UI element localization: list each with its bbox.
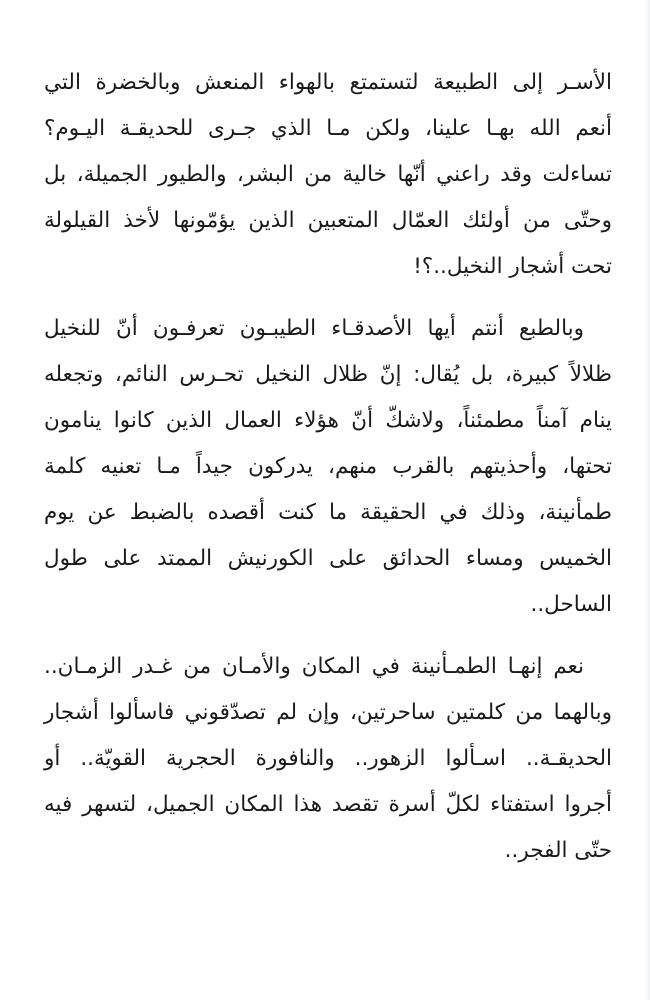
- text-line: حتّى الفجر..: [504, 838, 612, 863]
- text-line: الساحل..: [530, 592, 612, 617]
- text-line: تساءلت وقد راعني أنّها خالية من البشر، والطيور الجميلة، بل: [44, 162, 612, 187]
- text-line: ظلالاً كبيرة، بل يُقال: إنّ ظلال النخيل تحـرس النائم، وتجعله: [44, 362, 612, 387]
- paragraph-3: [44, 644, 612, 874]
- text-line: وبالطبع أنتم أيها الأصدقـاء الطيبـون تعرفـون أنّ للنخيل: [44, 316, 584, 341]
- text-line: أجروا استفتاء لكلّ أسرة تقصد هذا المكان الجميل، لتسهر فيه: [44, 792, 612, 817]
- text-line: وبالهما من كلمتين ساحرتين، وإن لم تصدّقوني فاسألوا أشجار: [44, 700, 612, 725]
- text-line: الحديقـة.. اسـألوا الزهور.. والنافورة الحجرية القويّة.. أو: [44, 746, 612, 771]
- paragraph-1: [44, 60, 612, 290]
- text-line: تحت أشجار النخيل..؟!: [413, 254, 612, 279]
- text-line: ينام آمناً مطمئناً، ولاشكّ أنّ هؤلاء العمال الذين كانوا ينامون: [44, 408, 612, 433]
- text-line: تحتها، وأحذيتهم بالقرب منهم، يدركون جيداً مـا تعنيه كلمة: [44, 454, 612, 479]
- text-line: طمأنينة، وذلك في الحقيقة ما كنت أقصده بالضبط عن يوم: [44, 500, 612, 525]
- text-line: أنعم الله بهـا علينا، ولكن مـا الذي جـرى للحديقـة اليـوم؟: [44, 116, 612, 141]
- text-line: الأسـر إلى الطبيعة لتستمتع بالهواء المنعش وبالخضرة التي: [44, 70, 612, 95]
- text-line: الخميس ومساء الحدائق على الكورنيش الممتد على طول: [44, 546, 612, 571]
- body-text: [0, 60, 650, 874]
- text-line: نعم إنهـا الطمـأنينة في المكان والأمـان من غـدر الزمـان..: [44, 654, 584, 679]
- text-line: وحتّى من أولئك العمّال المتعبين الذين يؤمّونها لأخذ القيلولة: [44, 208, 612, 233]
- paragraph-2: [44, 306, 612, 628]
